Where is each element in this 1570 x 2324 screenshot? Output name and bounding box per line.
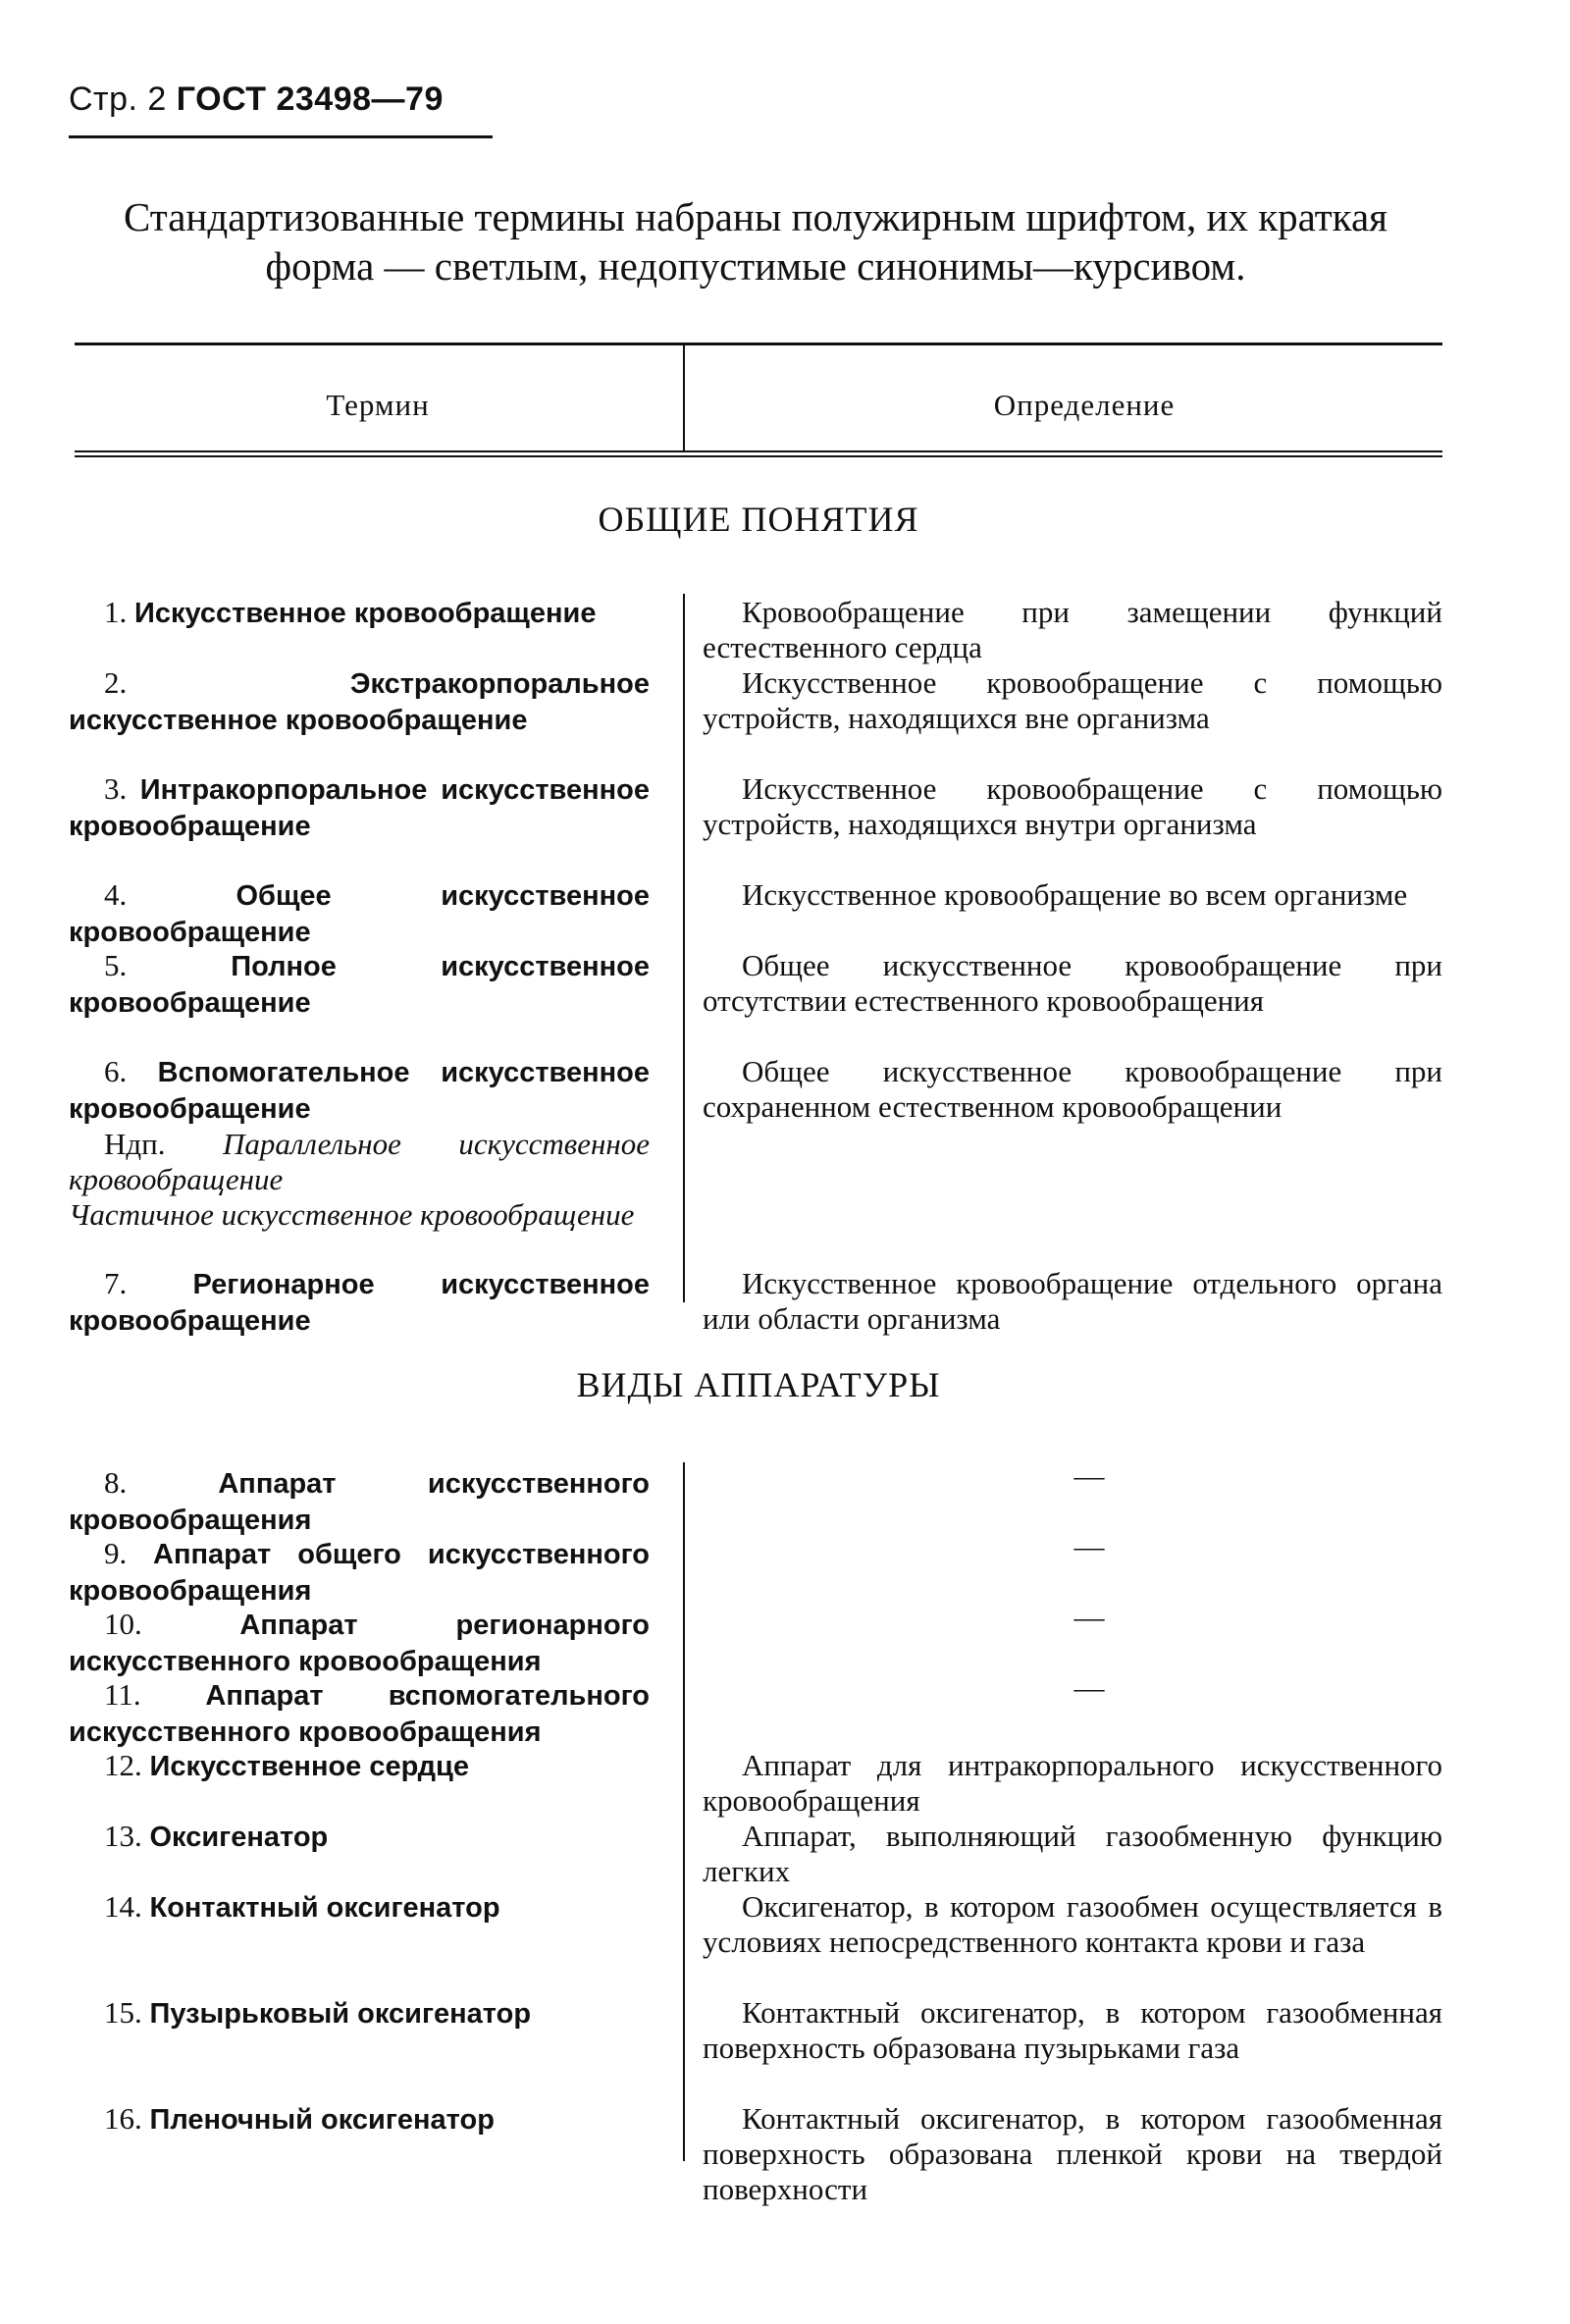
definition-entry: Контактный оксигенатор, в котором газообменная поверхность образована пузырьками газа bbox=[703, 1995, 1442, 2065]
definition-dash: — bbox=[1073, 1529, 1105, 1563]
definition-dash: — bbox=[1073, 1670, 1105, 1705]
column-divider-section-2 bbox=[683, 1462, 685, 2161]
definition-entry: Аппарат, выполняющий газообменную функцию легких bbox=[703, 1819, 1442, 1888]
ndp-label: Ндп. bbox=[104, 1127, 166, 1161]
term-entry: 7. Регионарное искусственное кровообращение bbox=[69, 1266, 650, 1337]
term-entry: 6. Вспомогательное искусственное кровообращение Ндп. Параллельное искусственное кровообращение Частичное искусственное кровообращение bbox=[69, 1054, 650, 1232]
term-entry: 13. Оксигенатор bbox=[104, 1819, 329, 1853]
table-top-rule bbox=[75, 343, 1442, 345]
page-number: Стр. 2 bbox=[69, 80, 167, 118]
definition-entry: Аппарат для интракорпорального искусственного кровообращения bbox=[703, 1748, 1442, 1818]
term-entry: 14. Контактный оксигенатор bbox=[104, 1889, 500, 1924]
section-title-general: ОБЩИЕ ПОНЯТИЯ bbox=[598, 500, 919, 539]
ndp-synonym: Частичное искусственное кровообращение bbox=[69, 1197, 635, 1232]
term-entry: 2. Экстракорпоральное искусственное кровообращение bbox=[69, 665, 650, 736]
table-header-divider bbox=[683, 345, 685, 450]
term-entry: 5. Полное искусственное кровообращение bbox=[69, 948, 650, 1019]
definition-entry: Кровообращение при замещении функций естественного сердца bbox=[703, 595, 1442, 664]
definition-entry: Искусственное кровообращение отдельного органа или области организма bbox=[703, 1266, 1442, 1336]
term-entry: 16. Пленочный оксигенатор bbox=[104, 2101, 495, 2136]
term-entry: 1. Искусственное кровообращение bbox=[104, 595, 597, 629]
column-divider-section-1 bbox=[683, 594, 685, 1302]
section-title-equipment: ВИДЫ АППАРАТУРЫ bbox=[576, 1365, 941, 1404]
term-entry: 11. Аппарат вспомогательного искусственного кровообращения bbox=[69, 1677, 650, 1748]
definition-entry: Искусственное кровообращение с помощью устройств, находящихся вне организма bbox=[703, 665, 1442, 735]
table-header-rule-lower bbox=[75, 455, 1442, 457]
definition-dash: — bbox=[1073, 1458, 1105, 1493]
term-entry: 4. Общее искусственное кровообращение bbox=[69, 877, 650, 948]
definition-entry: Оксигенатор, в котором газообмен осуществляется в условиях непосредственного контакта крови и газа bbox=[703, 1889, 1442, 1959]
intro-paragraph: Стандартизованные термины набраны полужирным шрифтом, их краткая форма — светлым, недопустимые синонимы—курсивом. bbox=[123, 194, 1388, 289]
ndp-synonym: Параллельное искусственное кровообращение bbox=[69, 1127, 650, 1196]
header-rule bbox=[69, 135, 493, 138]
column-header-definition: Определение bbox=[993, 388, 1176, 422]
page-header bbox=[69, 80, 444, 119]
term-entry: 10. Аппарат регионарного искусственного кровообращения bbox=[69, 1607, 651, 1677]
term-entry: 9. Аппарат общего искусственного кровообращения bbox=[69, 1536, 651, 1607]
definition-dash: — bbox=[1073, 1600, 1105, 1634]
table-header-rule-upper bbox=[75, 450, 1442, 452]
definition-entry: Общее искусственное кровообращение при сохраненном естественном кровообращении bbox=[703, 1054, 1442, 1124]
column-header-term: Термин bbox=[326, 388, 430, 422]
definition-entry: Общее искусственное кровообращение при отсутствии естественного кровообращения bbox=[703, 948, 1442, 1018]
term-entry: 15. Пузырьковый оксигенатор bbox=[104, 1995, 532, 2030]
term-entry: 12. Искусственное сердце bbox=[104, 1748, 469, 1782]
definition-entry: Искусственное кровообращение с помощью устройств, находящихся внутри организма bbox=[703, 771, 1442, 841]
term-entry: 8. Аппарат искусственного кровообращения bbox=[69, 1465, 650, 1536]
definition-entry: Контактный оксигенатор, в котором газообменная поверхность образована пленкой крови на твердой поверхности bbox=[703, 2101, 1442, 2206]
definition-entry: Искусственное кровообращение во всем организме bbox=[742, 877, 1408, 912]
term-entry: 3. Интракорпоральное искусственное кровообращение bbox=[69, 771, 650, 842]
standard-number: ГОСТ 23498—79 bbox=[176, 80, 444, 118]
